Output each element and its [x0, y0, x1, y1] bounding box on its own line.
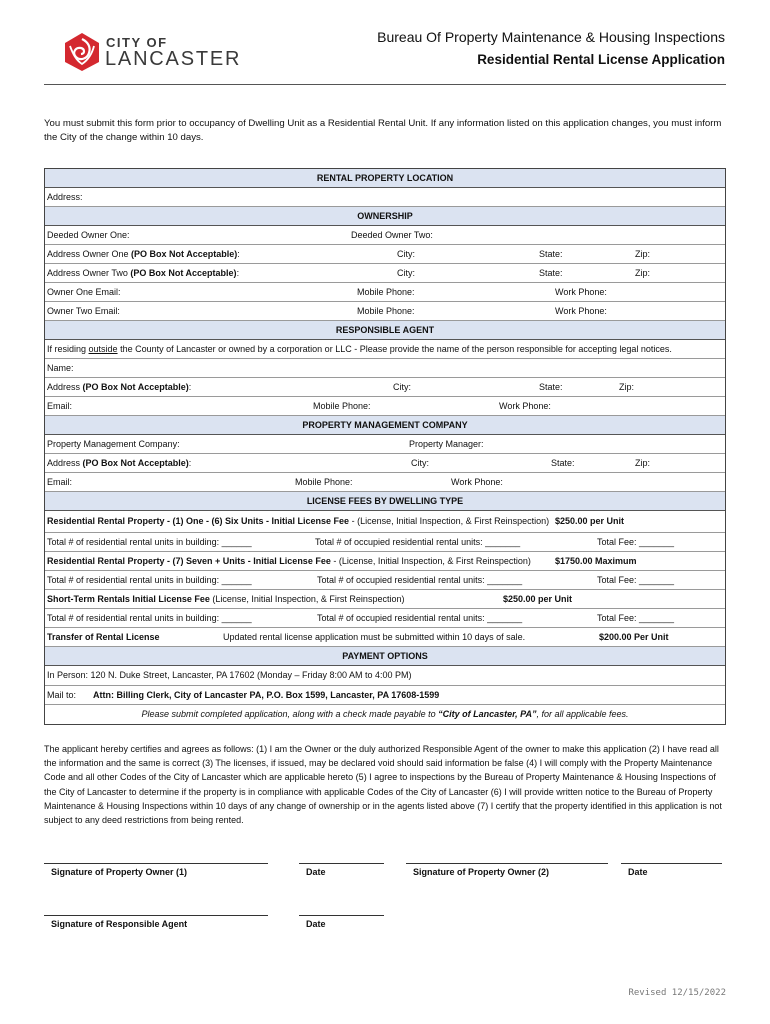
payment-in-person-row: [45, 666, 725, 686]
pm-address-row[interactable]: [45, 454, 725, 473]
fee-includes: - (License, Initial Inspection, & First Reinspection): [330, 556, 531, 566]
date-label: Date: [628, 867, 648, 877]
city-label: City:: [397, 268, 415, 278]
address-owner-two-text: Address Owner Two: [47, 268, 131, 278]
fee-totals-row-2[interactable]: [45, 571, 725, 590]
bureau-name: Bureau Of Property Maintenance & Housing Inspections: [377, 29, 725, 45]
fee-row-1-6-units: [45, 511, 725, 533]
owner-one-address-row[interactable]: [45, 245, 725, 264]
label-colon: :: [188, 458, 192, 468]
mobile-phone-label: Mobile Phone:: [357, 287, 415, 297]
fee-type: Transfer of Rental License: [47, 632, 160, 642]
owner-two-date-line[interactable]: [621, 863, 722, 864]
owner-one-address-label: [47, 249, 240, 259]
fee-price: $250.00 per Unit: [503, 594, 573, 604]
agent-contact-row[interactable]: [45, 397, 725, 416]
fee-totals-row-1[interactable]: [45, 533, 725, 552]
agent-date-line[interactable]: [299, 915, 384, 916]
label-colon: :: [188, 382, 192, 392]
po-box-warning: (PO Box Not Acceptable): [131, 249, 238, 259]
fee-row-7-plus-units: [45, 552, 725, 571]
address-text: Address: [47, 382, 83, 392]
pm-company-row[interactable]: [45, 435, 725, 454]
owner-one-signature-label: Signature of Property Owner (1): [51, 867, 188, 877]
total-fee-field: Total Fee: _______: [597, 537, 675, 547]
section-header-payment: PAYMENT OPTIONS: [45, 647, 725, 666]
po-box-warning: (PO Box Not Acceptable): [82, 458, 189, 468]
agent-signature-line[interactable]: [44, 915, 268, 916]
agent-note-text: If residing: [47, 344, 89, 354]
mail-to-label: Mail to:: [47, 690, 77, 700]
date-label: Date: [306, 867, 326, 877]
fee-price: $250.00 per Unit: [555, 516, 625, 526]
section-header-property-management: PROPERTY MANAGEMENT COMPANY: [45, 416, 725, 435]
agent-signature-label: Signature of Responsible Agent: [51, 919, 188, 929]
pm-manager-label: Property Manager:: [409, 439, 484, 449]
zip-label: Zip:: [635, 268, 651, 278]
logo-city-text: CITY OF: [106, 35, 168, 50]
owner-two-address-row[interactable]: [45, 264, 725, 283]
fee-type: Residential Rental Property - (7) Seven + Units - Initial License Fee: [47, 556, 331, 566]
city-label: City:: [393, 382, 411, 392]
fee-price: $200.00 Per Unit: [599, 632, 669, 642]
payment-mail-row: [45, 686, 725, 705]
rose-logo-icon: [64, 32, 100, 72]
owner-two-signature-label: Signature of Property Owner (2): [413, 867, 550, 877]
location-address-row[interactable]: [45, 188, 725, 207]
po-box-warning: (PO Box Not Acceptable): [130, 268, 237, 278]
fee-description: [47, 556, 531, 566]
intro-text: You must submit this form prior to occupancy of Dwelling Unit as a Residential Rental Unit. If any information listed on this application changes, you must inform the City of the change within 10 days.: [44, 118, 722, 143]
mobile-phone-label: Mobile Phone:: [357, 306, 415, 316]
city-label: City:: [397, 249, 415, 259]
payment-note: [45, 709, 725, 719]
owner-two-contact-row[interactable]: [45, 302, 725, 321]
section-header-agent: RESPONSIBLE AGENT: [45, 321, 725, 340]
owner-one-email-label: Owner One Email:: [47, 287, 121, 297]
agent-note: [47, 344, 672, 354]
fee-type: Residential Rental Property - (1) One - (6) Six Units - Initial License Fee: [47, 516, 350, 526]
city-label: City:: [411, 458, 429, 468]
transfer-note: Updated rental license application must be submitted within 10 days of sale.: [223, 632, 526, 642]
total-fee-field: Total Fee: _______: [597, 613, 675, 623]
work-phone-label: Work Phone:: [555, 287, 607, 297]
agent-note-text: the County of Lancaster or owned by a corporation or LLC - Please provide the name of the person responsible for accepting legal notices.: [117, 344, 672, 354]
city-logo: [64, 32, 242, 76]
header-divider: [44, 84, 726, 85]
deeded-owner-two-label: Deeded Owner Two:: [351, 230, 433, 240]
label-colon: :: [237, 249, 240, 259]
occupied-units-field: Total # of occupied residential rental units: _______: [317, 575, 523, 585]
total-units-field: Total # of residential rental units in building: ______: [47, 575, 252, 585]
fee-totals-row-3[interactable]: [45, 609, 725, 628]
owner-two-email-label: Owner Two Email:: [47, 306, 120, 316]
zip-label: Zip:: [635, 458, 651, 468]
pm-email-label: Email:: [47, 477, 73, 487]
agent-email-label: Email:: [47, 401, 73, 411]
pm-contact-row[interactable]: [45, 473, 725, 492]
pm-address-label: [47, 458, 191, 468]
occupied-units-field: Total # of occupied residential rental units: _______: [317, 613, 523, 623]
payee-name: “City of Lancaster, PA”: [438, 709, 537, 719]
work-phone-label: Work Phone:: [499, 401, 551, 411]
date-label: Date: [306, 919, 326, 929]
agent-name-row[interactable]: [45, 359, 725, 378]
agent-address-row[interactable]: [45, 378, 725, 397]
fee-type: Short-Term Rentals Initial License Fee: [47, 594, 210, 604]
application-form: [44, 168, 726, 725]
payment-note-text: , for all applicable fees.: [536, 709, 629, 719]
work-phone-label: Work Phone:: [451, 477, 503, 487]
agent-note-underlined: outside: [88, 344, 118, 354]
owner-one-contact-row[interactable]: [45, 283, 725, 302]
state-label: State:: [539, 382, 563, 392]
owner-two-address-label: [47, 268, 239, 278]
certification-text: The applicant hereby certifies and agrees as follows: (1) I am the Owner or the duly authorized Responsible Agent of the owner to make this application (2) I have read all the information and the same is correct (3) The licenses, if issued, may be declared void should said information be false (4) I will comply with the Property Maintenance Code and all other Codes of the City of Lancaster which are applicable hereto (5) I agree to inspections by the Bureau of Property Maintenance & Housing Inspections of the City of Lancaster to determine if the property is in compliance with applicable Codes of the City of Lancaster (6) I will provide written notice to the Bureau of Property Maintenance & Housing Inspections within 10 days of any change of ownership or in the agents listed above (7) I certify that the property identified in this application is not subject to any deed restrictions from being rented.: [44, 744, 722, 826]
occupied-units-field: Total # of occupied residential rental units: _______: [315, 537, 521, 547]
fee-includes: - (License, Initial Inspection, & First Reinspection): [349, 516, 550, 526]
section-header-location: RENTAL PROPERTY LOCATION: [45, 169, 725, 188]
payment-in-person: In Person: 120 N. Duke Street, Lancaster, PA 17602 (Monday – Friday 8:00 AM to 4:00 PM): [47, 670, 412, 680]
deeded-owner-one-label: Deeded Owner One:: [47, 230, 130, 240]
state-label: State:: [539, 249, 563, 259]
po-box-warning: (PO Box Not Acceptable): [82, 382, 189, 392]
payment-note-text: Please submit completed application, along with a check made payable to: [141, 709, 439, 719]
payment-note-row: [45, 705, 725, 724]
fee-price: $1750.00 Maximum: [555, 556, 637, 566]
state-label: State:: [539, 268, 563, 278]
agent-address-label: [47, 382, 191, 392]
address-owner-one-text: Address Owner One: [47, 249, 132, 259]
pm-company-label: Property Management Company:: [47, 439, 180, 449]
agent-name-label: Name:: [47, 363, 74, 373]
owner-two-signature-line[interactable]: [406, 863, 608, 864]
total-units-field: Total # of residential rental units in building: ______: [47, 537, 252, 547]
owner-one-date-line[interactable]: [299, 863, 384, 864]
work-phone-label: Work Phone:: [555, 306, 607, 316]
mail-address: Attn: Billing Clerk, City of Lancaster PA, P.O. Box 1599, Lancaster, PA 17608-1599: [93, 690, 440, 700]
revision-date: Revised 12/15/2022: [628, 988, 726, 998]
address-text: Address: [47, 458, 83, 468]
fee-description: [47, 516, 549, 526]
mobile-phone-label: Mobile Phone:: [295, 477, 353, 487]
fee-row-short-term: [45, 590, 725, 609]
fee-row-transfer: [45, 628, 725, 647]
address-label: Address:: [47, 192, 83, 202]
mobile-phone-label: Mobile Phone:: [313, 401, 371, 411]
state-label: State:: [551, 458, 575, 468]
fee-description: [47, 594, 404, 604]
logo-name-text: LANCASTER: [105, 48, 242, 70]
form-title: Residential Rental License Application: [477, 52, 725, 67]
fee-includes: (License, Initial Inspection, & First Reinspection): [209, 594, 405, 604]
deeded-owner-row[interactable]: [45, 226, 725, 245]
total-units-field: Total # of residential rental units in building: ______: [47, 613, 252, 623]
zip-label: Zip:: [635, 249, 651, 259]
owner-one-signature-line[interactable]: [44, 863, 268, 864]
label-colon: :: [236, 268, 240, 278]
zip-label: Zip:: [619, 382, 635, 392]
section-header-fees: LICENSE FEES BY DWELLING TYPE: [45, 492, 725, 511]
total-fee-field: Total Fee: _______: [597, 575, 675, 585]
section-header-ownership: OWNERSHIP: [45, 207, 725, 226]
agent-note-row: [45, 340, 725, 359]
